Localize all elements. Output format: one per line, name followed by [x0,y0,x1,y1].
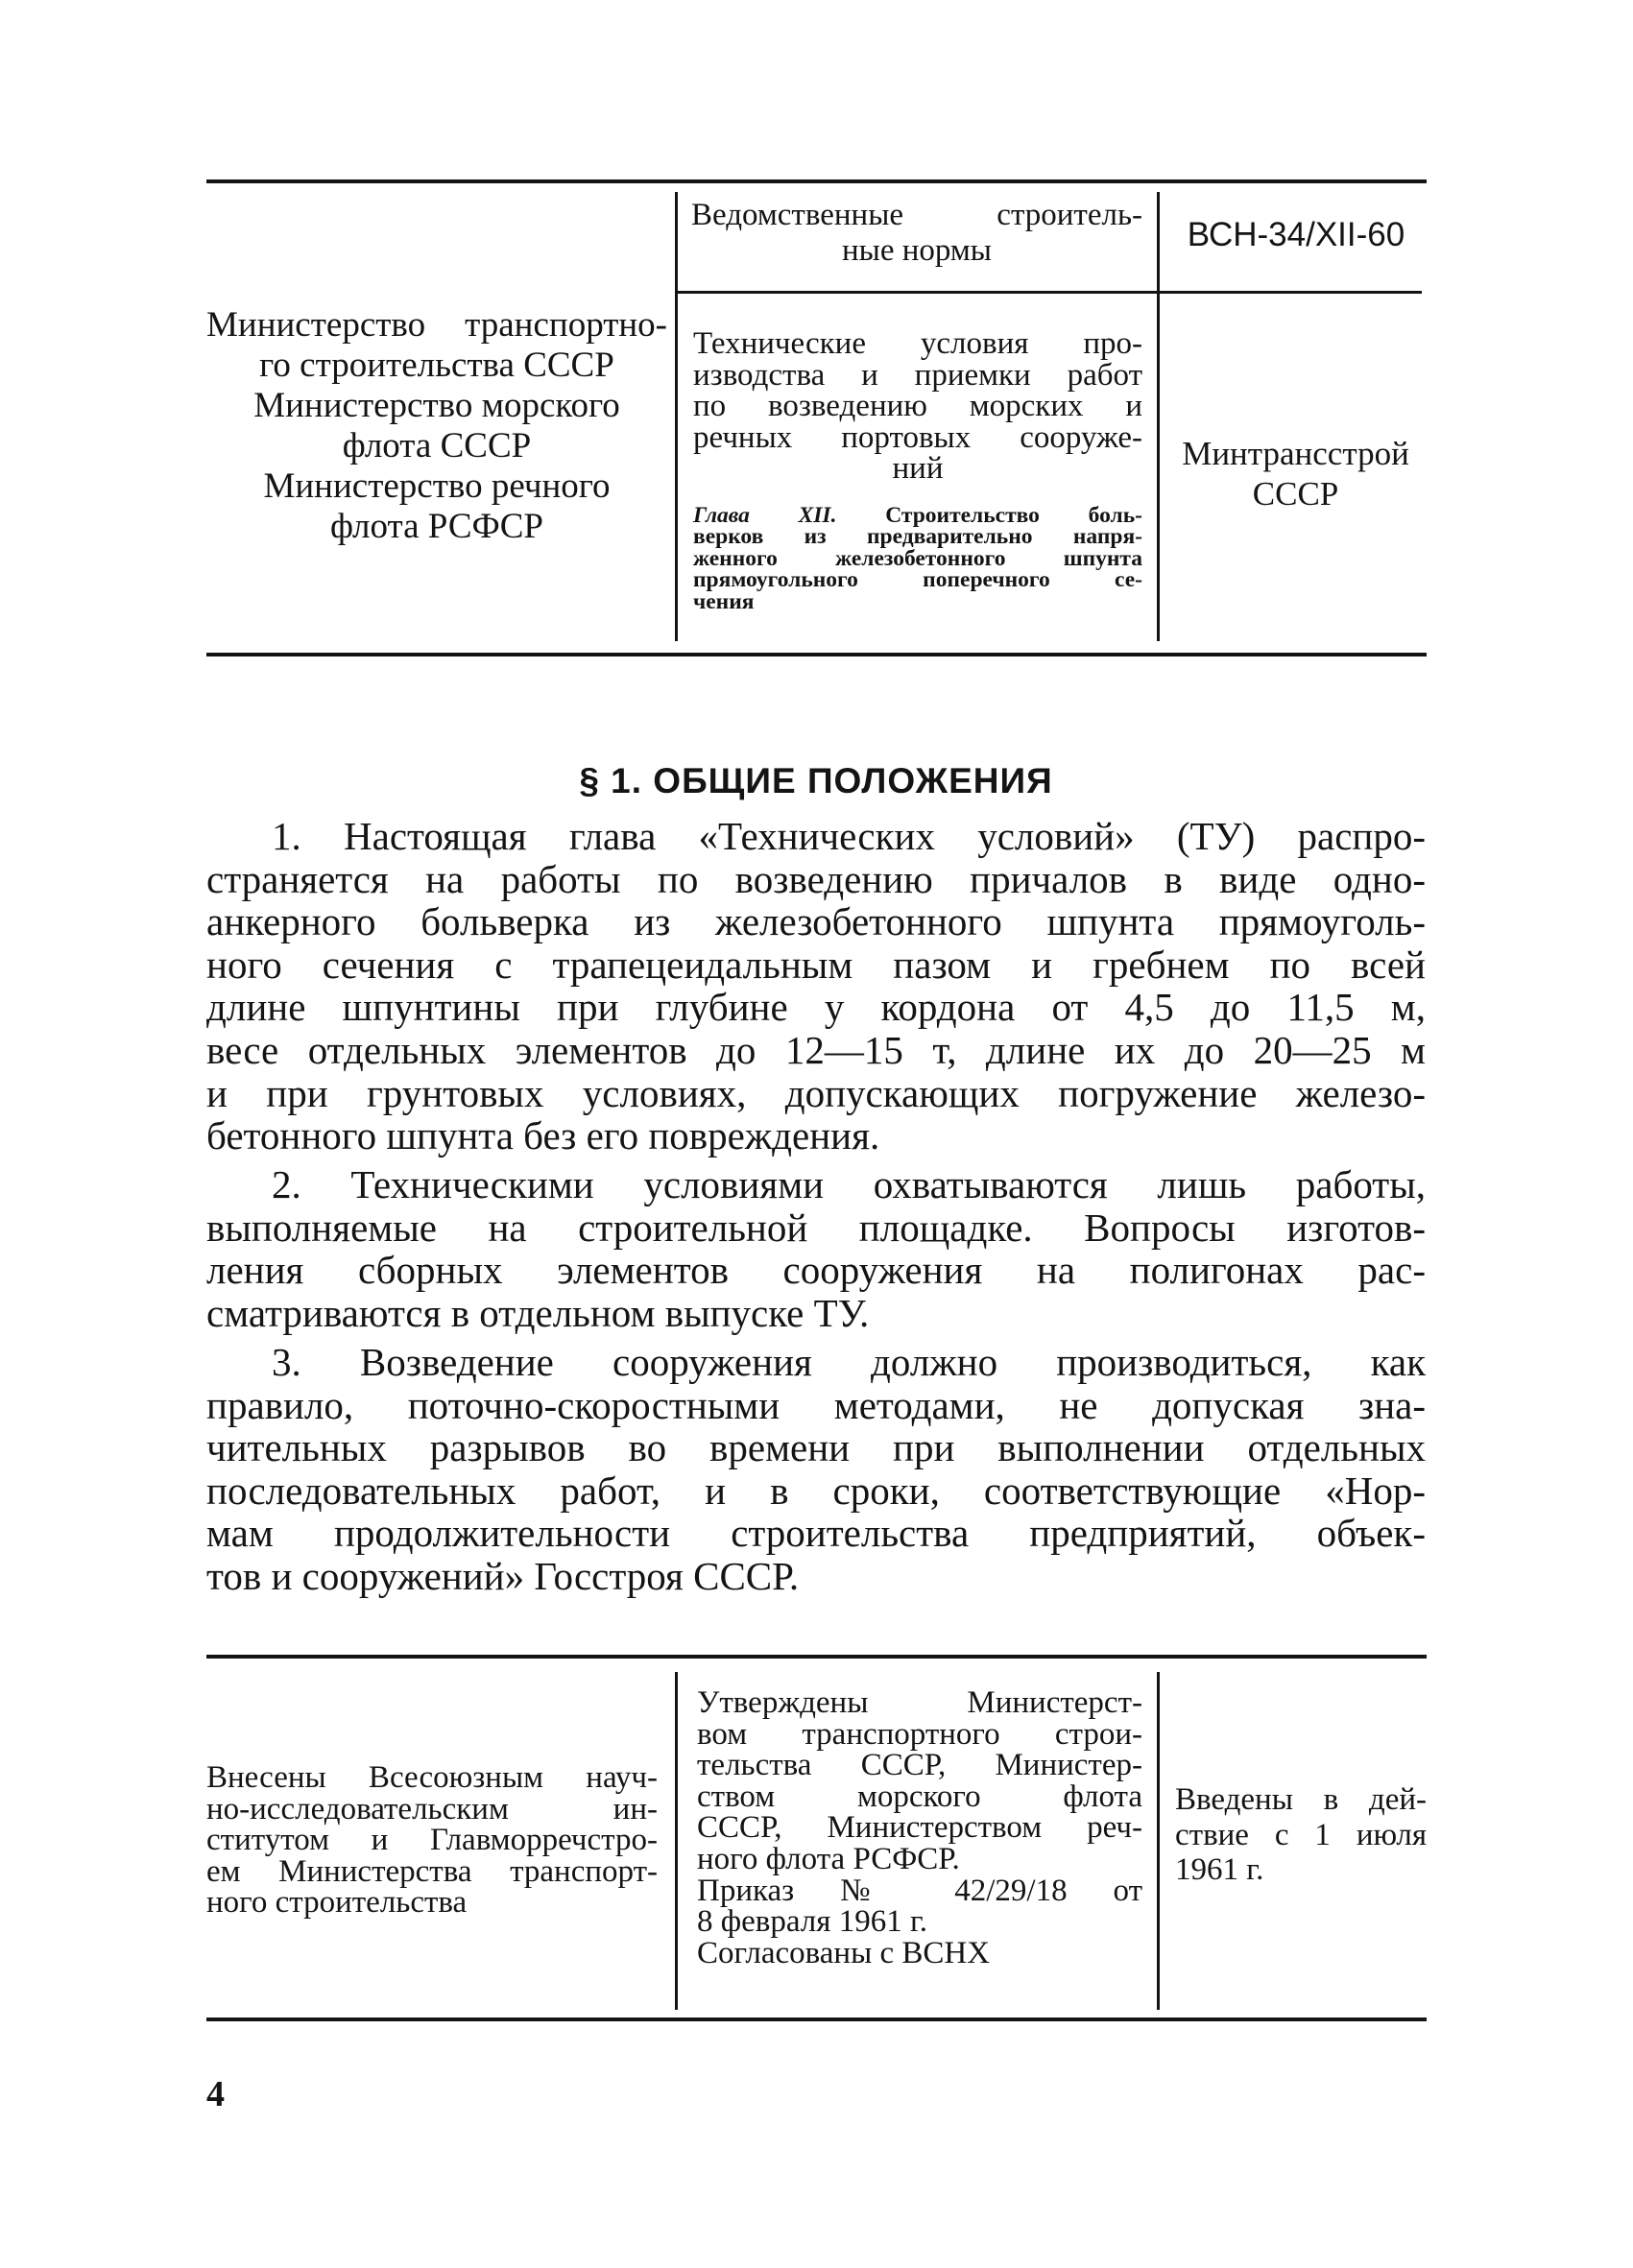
submitted-block [206,1762,658,1919]
approved-line: Утверждены Министерст- [697,1685,1142,1720]
ministry-line: флота СССР [342,426,532,466]
text-line: длине шпунтины при глубине у кордона от 4,5 до 11,5 м, [206,985,1426,1030]
text-line: страняется на работы по возведению причалов в виде одно- [206,856,1426,901]
title-line: Технические условия про- [693,326,1142,361]
title-line: речных портовых сооруже- [693,419,1142,455]
footer-divider-left [675,1672,678,2010]
text-line: и при грунтовых условиях, допускающих погружение железо- [206,1070,1426,1115]
text-line: тов и сооружений» Госстроя СССР. [206,1553,800,1598]
approved-line: ного флота РСФСР. [697,1841,960,1876]
text-line: 1. Настоящая глава «Технических условий» (ТУ) распро- [272,814,1426,858]
doc-type-line: Ведомственные строитель- [691,198,1142,232]
submitted-line: ститутом и Главморречстро- [206,1823,658,1857]
text-line: анкерного больверка из железобетонного шпунта прямоуголь- [206,899,1426,944]
effective-block [1175,1782,1427,1888]
submitted-line: ем Министерства транспорт- [206,1853,658,1889]
chapter-line: прямоугольного поперечного се- [693,567,1142,593]
ministry-line: Министерство морского [253,386,620,425]
doc-code: ВСН-34/XII-60 [1187,216,1405,253]
title-line: по возведению морских и [693,389,1142,424]
footer-bottom-rule [206,2017,1427,2021]
header-inner-rule [678,291,1422,294]
header-divider-left [675,192,678,641]
text-line: весе отдельных элементов до 12—15 т, длине их до 20—25 м [206,1027,1426,1072]
ministry-line: Министерство транспортно- [206,305,667,345]
doc-title [693,328,1142,485]
submitted-line: Внесены Всесоюзным науч- [206,1760,658,1795]
ministry-line: го строительства СССР [259,346,614,385]
approved-block [697,1687,1142,1969]
paragraph-1 [206,815,1426,1158]
text-line: правило, поточно-скоростными методами, не допуская зна- [206,1382,1426,1427]
chapter-line-first [693,505,1142,526]
text-line: бетонного шпунта без его повреждения. [206,1113,880,1158]
footer-divider-right [1157,1672,1160,2010]
doc-type [691,198,1142,269]
approved-line: Согласованы с ВСНХ [697,1935,991,1970]
submitted-line: но-исследовательским ин- [206,1791,658,1826]
effective-line: 1961 г. [1175,1852,1264,1887]
paragraph-3 [206,1341,1426,1598]
approved-line: Приказ № 42/29/18 от [697,1873,1142,1908]
chapter-line: чения [693,588,755,614]
text-line: ного сечения с трапецеидальным пазом и гребнем по всей [206,942,1426,987]
agency-line: СССР [1252,475,1339,513]
title-line: изводства и приемки работ [693,357,1142,393]
approved-line: 8 февраля 1961 г. [697,1904,928,1940]
text-line: 3. Возведение сооружения должно производиться, как [272,1340,1426,1384]
chapter-line: верков из предварительно напря- [693,524,1142,550]
section-heading: § 1. ОБЩИЕ ПОЛОЖЕНИЯ [579,761,1053,800]
ministry-line: Министерство речного [263,466,611,506]
effective-line: Введены в дей- [1175,1782,1427,1817]
doc-type-line: ные нормы [842,233,992,268]
header-top-rule [206,179,1427,183]
header-bottom-rule [206,653,1427,657]
text-line: мам продолжительности строительства предприятий, объек- [206,1511,1426,1556]
approved-line: вом транспортного строи- [697,1716,1142,1752]
chapter-line: Строительство боль- [885,503,1142,528]
paragraph-2 [206,1163,1426,1334]
chapter-block [693,505,1142,612]
text-line: чительных разрывов во времени при выполнении отдельных [206,1425,1426,1470]
effective-line: ствие с 1 июля [1175,1817,1427,1852]
chapter-label: Глава XII. [693,503,837,528]
text-line: ления сборных элементов сооружения на полигонах рас- [206,1248,1426,1293]
header-divider-right [1157,192,1160,641]
footer-top-rule [206,1655,1427,1659]
approved-line: ством морского флота [697,1779,1142,1814]
chapter-line: женного железобетонного шпунта [693,545,1142,571]
agency-line: Минтрансстрой [1182,435,1409,472]
ministries-block [206,305,667,547]
text-line: 2. Техническими условиями охватываются лишь работы, [272,1162,1426,1206]
text-line: последовательных работ, и в сроки, соответствующие «Нор- [206,1468,1426,1513]
approved-line: тельства СССР, Министер- [697,1748,1142,1783]
text-line: выполняемые на строительной площадке. Вопросы изготов- [206,1205,1426,1250]
approved-line: СССР, Министерством реч- [697,1810,1142,1846]
text-line: сматриваются в отдельном выпуске ТУ. [206,1290,870,1335]
submitted-line: ного строительства [206,1885,468,1920]
agency [1164,434,1428,514]
page-number: 4 [206,2074,225,2114]
ministry-line: флота РСФСР [329,507,544,546]
title-line: ний [892,451,944,487]
